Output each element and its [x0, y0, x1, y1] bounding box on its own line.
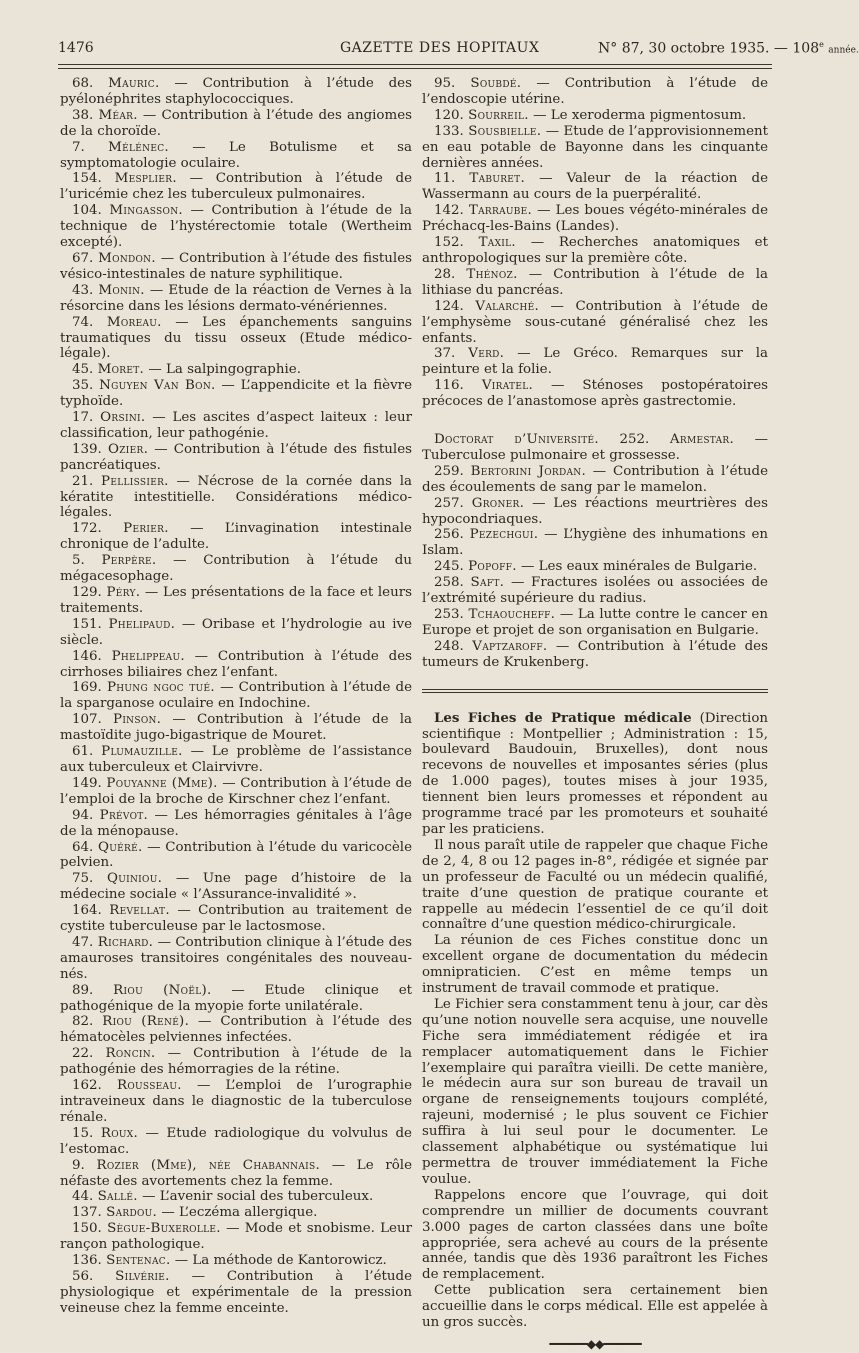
- entry-number: 22.: [72, 1046, 94, 1062]
- author-name: Nguyen Van Bon.: [99, 378, 216, 394]
- thesis-title: — L’eczéma allergique.: [157, 1205, 318, 1221]
- author-name: Groner.: [471, 495, 525, 511]
- author-name: Armestar.: [669, 432, 735, 448]
- author-name: Mauric.: [108, 76, 160, 91]
- thesis-entry: [422, 607, 768, 639]
- thesis-entry: [60, 1269, 412, 1317]
- thesis-title: — Mode et snobisme. Leur rançon pathologique.: [60, 1221, 412, 1253]
- entry-number: 154.: [72, 171, 102, 187]
- thesis-entry: [60, 871, 412, 903]
- thesis-entry: [422, 527, 768, 559]
- thesis-entry: [60, 680, 412, 712]
- page-header: [58, 40, 859, 62]
- entry-number: 5.: [72, 553, 85, 569]
- author-name: Mingasson.: [109, 203, 183, 219]
- thesis-entry: [60, 140, 412, 172]
- fiches-paragraph-1: Les Fiches de Pratique médicale (Direction scientifique : Montpellier ; Administration : 15, boulevard Baudouin, Bruxelles), dont nous recevons de nouvelles et imposantes séries (plus de 1.000 pages), toutes mises à jour 1935, tiennent bien leurs promesses et répondent au programme tracé par les promoteurs et souhaité par les praticiens.: [422, 709, 768, 837]
- thesis-title: — Contribution à l’étude des hématocèles pelviennes infectées.: [60, 1014, 412, 1046]
- author-name: Quiniou.: [106, 871, 163, 887]
- thesis-title: — Contribution à l’étude des pyélonéphrites staphylococciques.: [60, 76, 412, 107]
- author-name: Quéré.: [97, 839, 143, 855]
- thesis-entry: [60, 362, 412, 378]
- author-name: Phung ngoc tué.: [106, 680, 215, 696]
- thesis-title: — Les ascites d’aspect laiteux : leur classification, leur pathogénie.: [60, 410, 412, 441]
- entry-number: 257.: [434, 495, 464, 511]
- entry-number: 146.: [72, 648, 102, 664]
- entry-number: 95.: [434, 76, 456, 91]
- author-name: Moreau.: [106, 314, 162, 330]
- thesis-entry: [60, 1158, 412, 1190]
- left-column: [60, 76, 412, 1317]
- entry-number: 252.: [619, 432, 650, 448]
- author-name: Bertorini Jordan.: [470, 463, 587, 479]
- thesis-entry: [422, 299, 768, 347]
- thesis-title: — Les boues végéto-minérales de Préchacq-les-Bains (Landes).: [422, 203, 768, 235]
- thesis-entry: [422, 171, 768, 203]
- entry-number: 116.: [434, 378, 464, 394]
- entry-number: 67.: [72, 250, 94, 266]
- thesis-title: — Contribution à l’étude de l’emploi de la broche de Kirschner chez l’enfant.: [60, 775, 412, 807]
- author-name: Sègue-Buxerolle.: [107, 1221, 221, 1237]
- author-name: Taxil.: [478, 235, 516, 251]
- thesis-entry: [60, 617, 412, 649]
- thesis-entry: [60, 315, 412, 363]
- author-name: Sardou.: [106, 1205, 158, 1221]
- author-name: Mélénec.: [108, 139, 169, 155]
- entry-number: 124.: [434, 298, 464, 314]
- entry-number: 21.: [72, 473, 94, 489]
- entry-number: 129.: [72, 585, 102, 600]
- thesis-title: — L’invagination intestinale chronique de l’adulte.: [60, 521, 412, 553]
- entry-number: 35.: [72, 378, 94, 394]
- right-column: [422, 76, 768, 1353]
- entry-number: 142.: [434, 203, 464, 219]
- author-name: Vaptzaroff.: [472, 638, 548, 654]
- thesis-title: — Le xeroderma pigmentosum.: [528, 107, 747, 123]
- fiches-title: Les Fiches de Pratique médicale: [434, 709, 692, 726]
- author-name: Perier.: [123, 521, 169, 537]
- entry-number: 253.: [434, 607, 464, 622]
- thesis-title: — Etude de la réaction de Vernes à la résorcine dans les lésions dermato-vénériennes.: [60, 282, 412, 314]
- entry-number: 152.: [434, 235, 464, 251]
- thesis-entry: [60, 203, 412, 251]
- thesis-entry: [60, 808, 412, 840]
- entry-number: 139.: [72, 441, 102, 457]
- thesis-entry: [60, 553, 412, 585]
- thesis-title: — Valeur de la réaction de Wassermann au cours de la puerpéralité.: [422, 171, 768, 203]
- author-name: Silvérie.: [115, 1268, 170, 1284]
- entry-number: 164.: [72, 903, 102, 919]
- thesis-title: — Contribution à l’étude des écoulements de sang par le mamelon.: [422, 463, 768, 495]
- thesis-entry: [60, 1221, 412, 1253]
- author-name: Sallé.: [97, 1189, 138, 1205]
- thesis-title: — Tuberculose pulmonaire et grossesse.: [422, 432, 769, 463]
- thesis-title: — Contribution à l’étude des angiomes de la choroïde.: [60, 107, 412, 139]
- thesis-entry: [60, 442, 412, 474]
- thesis-entry: [60, 840, 412, 872]
- author-name: Revellat.: [109, 903, 170, 919]
- entry-number: 61.: [72, 744, 94, 760]
- thesis-entry: [60, 1253, 412, 1269]
- thesis-title: — Les eaux minérales de Bulgarie.: [516, 559, 758, 575]
- entry-number: 28.: [434, 266, 456, 282]
- thesis-title: — Les réactions meurtrières des hypocondriaques.: [422, 495, 768, 527]
- entry-number: 259.: [434, 463, 464, 479]
- thesis-title: — Une page d’histoire de la médecine sociale « l’Assurance-invalidité ».: [60, 871, 412, 903]
- entry-number: 7.: [72, 139, 85, 155]
- entry-number: 38.: [72, 107, 94, 123]
- thesis-title: — Fractures isolées ou associées de l’extrémité supérieure du radius.: [422, 575, 768, 607]
- thesis-title: — Contribution à l’étude des fistules pancréatiques.: [60, 441, 412, 473]
- thesis-entry: [60, 108, 412, 140]
- entry-number: 162.: [72, 1078, 102, 1094]
- thesis-entry: [422, 575, 768, 607]
- thesis-entry: [60, 171, 412, 203]
- thesis-entry: [60, 76, 412, 108]
- thesis-entry: [60, 903, 412, 935]
- thesis-title: — Le Gréco. Remarques sur la peinture et la folie.: [422, 346, 768, 378]
- thesis-entry: [60, 776, 412, 808]
- ornament-divider: ━━━━━━◆◆━━━━━━: [549, 1336, 641, 1351]
- author-name: Pellissier.: [101, 473, 169, 489]
- thesis-entry: [60, 935, 412, 983]
- thesis-entry: [422, 124, 768, 172]
- entry-number: 169.: [72, 680, 102, 696]
- doctorat-section: [422, 432, 768, 671]
- thesis-entry: [60, 585, 412, 617]
- thesis-title: — Recherches anatomiques et anthropologiques sur la première côte.: [422, 235, 768, 266]
- thesis-title: — Le Botulisme et sa symptomatologie oculaire.: [60, 139, 412, 171]
- entry-number: 17.: [72, 410, 94, 426]
- author-name: Ozier.: [107, 441, 149, 457]
- thesis-entry: [60, 983, 412, 1015]
- entry-number: 82.: [72, 1014, 94, 1030]
- author-name: Orsini.: [100, 410, 146, 426]
- entry-number: 137.: [72, 1205, 102, 1221]
- author-name: Thénoz.: [466, 266, 518, 282]
- fiches-paragraph-5: Rappelons encore que l’ouvrage, qui doit comprendre un millier de documents couvrant 3.000 pages de carton classées dans une boîte appropriée, sera achevé au cours de la présente année, tandis que dès 1936 paraîtront les Fiches de remplacement.: [422, 1187, 768, 1283]
- author-name: Méar.: [98, 107, 138, 123]
- entry-number: 136.: [72, 1253, 102, 1269]
- entry-number: 94.: [72, 807, 94, 823]
- thesis-entry: [422, 464, 768, 496]
- journal-title: GAZETTE DES HOPITAUX: [340, 40, 540, 56]
- author-name: Perpère.: [101, 553, 157, 569]
- thesis-title: — Oribase et l’hydrologie au ive siècle.: [60, 616, 412, 648]
- author-name: Richard.: [97, 934, 154, 950]
- entry-number: 104.: [72, 203, 102, 219]
- section-separator: [422, 689, 768, 690]
- entry-number: 150.: [72, 1221, 102, 1237]
- entry-number: 47.: [72, 934, 94, 950]
- author-name: Moret.: [97, 362, 145, 378]
- entry-number: 245.: [434, 559, 464, 575]
- thesis-entry: [60, 378, 412, 410]
- entry-number: 56.: [72, 1268, 94, 1284]
- author-name: Riou (Noël).: [113, 982, 212, 998]
- thesis-title: — Contribution à l’étude des fistules vésico-intestinales de nature syphilitique.: [60, 250, 412, 282]
- thesis-title: — L’appendicite et la fièvre typhoïde.: [60, 378, 412, 410]
- thesis-entry: [422, 203, 768, 235]
- entry-number: 256.: [434, 527, 464, 543]
- author-name: Tarraube.: [468, 203, 533, 219]
- author-name: Pezechgui.: [469, 527, 539, 543]
- thesis-title: — La lutte contre le cancer en Europe et projet de son organisation en Bulgarie.: [422, 607, 768, 638]
- thesis-title: — Contribution à l’étude de l’uricémie chez les tuberculeux pulmonaires.: [60, 171, 412, 203]
- thesis-title: — La méthode de Kantorowicz.: [170, 1253, 387, 1269]
- author-name: Mesplier.: [114, 171, 177, 187]
- thesis-title: — Contribution à l’étude de l’endoscopie utérine.: [422, 76, 768, 107]
- thesis-list-right: [422, 76, 768, 410]
- entry-number: 44.: [72, 1189, 94, 1205]
- author-name: Roux.: [100, 1125, 139, 1141]
- thesis-entry: [60, 251, 412, 283]
- author-name: Valarché.: [475, 298, 540, 314]
- author-name: Mondon.: [98, 250, 156, 266]
- author-name: Soubdé.: [470, 76, 522, 91]
- author-name: Viratel.: [481, 378, 534, 394]
- author-name: Pouyanne (Mme).: [106, 775, 218, 791]
- thesis-entry: [60, 1046, 412, 1078]
- author-name: Phelipaud.: [108, 616, 176, 632]
- entry-number: 64.: [72, 839, 94, 855]
- thesis-entry: [60, 474, 412, 522]
- entry-number: 75.: [72, 871, 94, 887]
- thesis-entry: [60, 744, 412, 776]
- thesis-title: — Etude de l’approvisionnement en eau potable de Bayonne dans les cinquante dernières années.: [422, 123, 769, 171]
- header-rule: [58, 64, 772, 65]
- thesis-title: — Contribution à l’étude du mégacesophage.: [60, 553, 412, 585]
- author-name: Plumauzille.: [101, 744, 183, 760]
- entry-number: 45.: [72, 362, 94, 378]
- thesis-title: — Contribution à l’étude physiologique et expérimentale de la pression veineuse chez la femme enceinte.: [60, 1268, 412, 1316]
- entry-number: 120.: [434, 107, 464, 123]
- entry-number: 107.: [72, 712, 102, 728]
- header-rule-2: [58, 68, 772, 69]
- thesis-title: — L’emploi de l’urographie intraveineux dans le diagnostic de la tuberculose rénale.: [60, 1078, 412, 1125]
- thesis-title: — Contribution à l’étude de la sparganose oculaire en Indochine.: [60, 680, 413, 712]
- thesis-entry: [60, 1014, 412, 1046]
- thesis-title: — Contribution au traitement de cystite tuberculeuse par le lactosmose.: [60, 903, 412, 935]
- thesis-title: — Contribution à l’étude de la mastoïdite jugo-bigastrique de Mouret.: [60, 712, 412, 744]
- thesis-title: — Contribution à l’étude de la pathogénie des hémorragies de la rétine.: [60, 1046, 412, 1078]
- thesis-entry: [422, 235, 768, 267]
- thesis-title: — Sténoses postopératoires précoces de l’anastomose après gastrectomie.: [422, 378, 768, 410]
- thesis-title: — Contribution à l’étude de l’emphysème sous-cutané généralisé chez les enfants.: [422, 298, 768, 346]
- thesis-title: — Contribution clinique à l’étude des amauroses transitoires congénitales des nouveau-nés.: [60, 934, 412, 982]
- thesis-title: — Contribution à l’étude des cirrhoses biliaires chez l’enfant.: [60, 648, 412, 680]
- author-name: Rozier (Mme), née Chabannais.: [96, 1157, 321, 1173]
- thesis-entry: [60, 521, 412, 553]
- entry-number: 89.: [72, 982, 94, 998]
- entry-number: 258.: [434, 575, 464, 591]
- author-name: Riou (René).: [102, 1014, 190, 1030]
- thesis-title: — Les épanchements sanguins traumatiques du tissu osseux (Etude médico-légale).: [60, 314, 412, 362]
- thesis-entry: [422, 559, 768, 575]
- thesis-title: — Nécrose de la cornée dans la kératite intestitielle. Considérations médico-légales.: [60, 473, 412, 521]
- entry-number: 68.: [72, 76, 94, 91]
- author-name: Taburet.: [469, 171, 526, 187]
- entry-number: 172.: [72, 521, 102, 537]
- author-name: Popoff.: [468, 559, 517, 575]
- thesis-entry: [60, 1205, 412, 1221]
- thesis-entry: [422, 496, 768, 528]
- entry-number: 74.: [72, 314, 94, 330]
- author-name: Sentenac.: [106, 1253, 171, 1269]
- thesis-title: — Etude radiologique du volvulus de l’estomac.: [60, 1125, 412, 1157]
- thesis-title: — L’hygiène des inhumations en Islam.: [422, 527, 768, 559]
- author-name: Sourreil.: [468, 107, 529, 123]
- thesis-entry: [422, 639, 768, 671]
- page-number: 1476: [58, 40, 94, 56]
- fiches-paragraph-3: La réunion de ces Fiches constitue donc un excellent organe de documentation du médecin omnipraticien. C’est en même temps un instrument de travail commode et pratique.: [422, 933, 768, 997]
- entry-number: 248.: [434, 638, 464, 654]
- thesis-entry: [422, 267, 768, 299]
- entry-number: 149.: [72, 775, 102, 791]
- thesis-entry: [422, 76, 768, 108]
- fiches-paragraph-6: Cette publication sera certainement bien accueillie dans le corps médical. Elle est appelée à un gros succès.: [422, 1283, 768, 1331]
- thesis-title: — Contribution à l’étude de la technique de l’hystérectomie totale (Wertheim excepté).: [60, 203, 412, 251]
- thesis-entry: [60, 649, 412, 681]
- author-name: Monin.: [98, 282, 145, 298]
- author-name: Saft.: [470, 575, 505, 591]
- thesis-entry: [60, 1078, 412, 1126]
- author-name: Prévot.: [99, 807, 149, 823]
- section-separator-2: [422, 692, 768, 693]
- thesis-title: — L’avenir social des tuberculeux.: [137, 1189, 374, 1205]
- thesis-entry: [60, 283, 412, 315]
- author-name: Sousbielle.: [468, 123, 542, 139]
- thesis-entry: [60, 1189, 412, 1205]
- thesis-title: — Contribution à l’étude du varicocèle pelvien.: [60, 839, 412, 871]
- entry-number: 9.: [72, 1157, 85, 1173]
- author-name: Péry.: [106, 585, 141, 600]
- thesis-title: — Etude clinique et pathogénique de la myopie forte unilatérale.: [60, 982, 413, 1014]
- author-name: Pinson.: [113, 712, 162, 728]
- issue-info: N° 87, 30 octobre 1935. — 108e année.: [598, 40, 859, 57]
- thesis-title: — Le rôle néfaste des avortements chez la femme.: [60, 1157, 412, 1189]
- thesis-title: — Contribution à l’étude des tumeurs de Krukenberg.: [422, 638, 768, 670]
- entry-number: 151.: [72, 616, 102, 632]
- thesis-title: — Le problème de l’assistance aux tuberculeux et Clairvivre.: [60, 744, 412, 775]
- thesis-entry: [422, 378, 768, 410]
- thesis-entry: [60, 1126, 412, 1158]
- thesis-entry: [422, 346, 768, 378]
- entry-number: 11.: [434, 171, 456, 187]
- author-name: Rousseau.: [116, 1078, 182, 1094]
- thesis-entry: [60, 410, 412, 442]
- entry-number: 37.: [434, 346, 456, 362]
- thesis-entry: [60, 712, 412, 744]
- thesis-title: — Les présentations de la face et leurs traitements.: [60, 585, 412, 616]
- fiches-paragraph-2: Il nous paraît utile de rappeler que chaque Fiche de 2, 4, 8 ou 12 pages in-8°, rédigée et signée par un professeur de Faculté ou un médecin qualifié, traite d’une question de pratique courante et rappelle au médecin l’essentiel de ce qu’il doit connaître d’une question médico-chirurgicale.: [422, 837, 768, 933]
- entry-number: 43.: [72, 282, 94, 298]
- entry-number: 133.: [434, 123, 464, 139]
- thesis-title: — Contribution à l’étude de la lithiase du pancréas.: [422, 266, 768, 298]
- fiches-article: [422, 711, 768, 1353]
- entry-number: 15.: [72, 1125, 94, 1141]
- thesis-entry: [422, 108, 768, 124]
- fiches-paragraph-4: Le Fichier sera constamment tenu à jour, car dès qu’une notion nouvelle sera acquise, une nouvelle Fiche sera immédiatement rédigée et ira remplacer automatiquement dans le Fichier l’exemplaire qui paraîtra vieilli. De cette manière, le médecin aura sur son bureau de travail un organe de renseignements toujours complété, rajeuni, modernisé ; le plus souvent ce Fichier suffira à lui seul pour le documenter. Le classement alphabétique ou systématique lui permettra de trouver immédiatement la Fiche voulue.: [422, 996, 768, 1187]
- author-name: Verd.: [468, 346, 505, 362]
- author-name: Roncin.: [105, 1046, 156, 1062]
- thesis-title: — La salpingographie.: [144, 362, 301, 378]
- author-name: Phelippeau.: [111, 648, 185, 664]
- doctorat-heading: Doctorat d’Université. 252. Armestar. — Tuberculose pulmonaire et grossesse.: [422, 432, 769, 463]
- author-name: Tchaoucheff.: [468, 607, 556, 622]
- thesis-title: — Les hémorragies génitales à l’âge de la ménopause.: [60, 807, 412, 839]
